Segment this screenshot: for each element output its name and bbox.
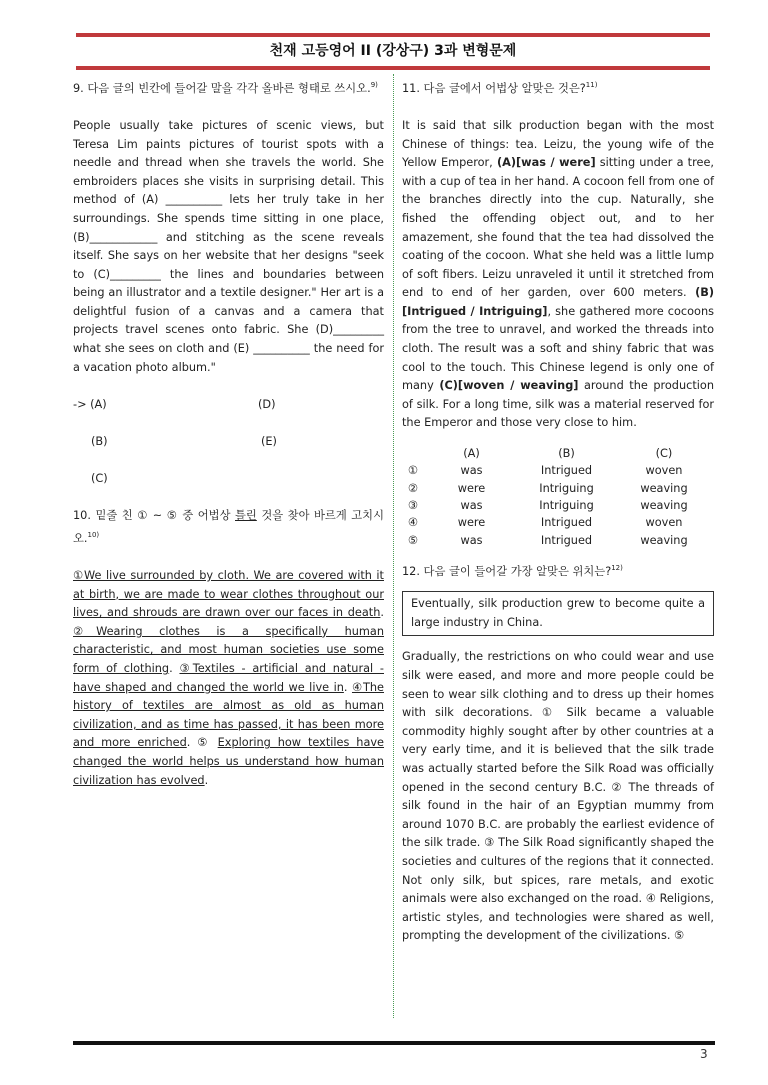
footnote-10: 10) <box>87 531 100 540</box>
question-12-passage: Gradually, the restrictions on who could wear and use silk were eased, and more and more people could be seen to wear silk clothing and to dress up their homes with silk decorations. ① Silk became a valuable commodity highly sought after by other countries at a very early time, and it is believed that the silk trade was actually started before the Silk Road was officially opened in the second century B.C. ② The threads of silk found in the hair of an Egyptian mummy from around 1070 B.C. are probably the earliest evidence of the silk trade. ③ The Silk Road significantly shaped the societies and cultures of the regions that it connected. Not only silk, but spices, rare metals, and exotic animals were also exchanged on the road. ④ Religions, artistic styles, and technologies were shared as well, prompting the development of the civilizations. ⑤ <box>402 650 714 943</box>
page-number: 3 <box>700 1047 708 1061</box>
header-bottom-rule <box>76 66 710 70</box>
sentence-4: ④The history of textiles are almost as old as human civilization, and as time has passed, it has been more and more enriched <box>73 680 384 750</box>
sentence-3: ③Textiles - artificial and natural - have shaped and changed the world we live in <box>73 661 384 694</box>
sentence-1: ①We live surrounded by cloth. We are covered with it at birth, we are made to wear clothes throughout our lives, and shrouds are drawn over our faces in death <box>73 568 384 620</box>
header-b: (B) <box>558 447 575 461</box>
left-column <box>73 76 384 790</box>
question-10-passage: ①We live surrounded by cloth. We are covered with it at birth, we are made to wear clothes throughout our lives, and shrouds are drawn over our faces in death. ②Wearing clothes is a specifically human characteristic, and most human societies use some form of clothing. ③Textiles - artificial and natural - have shaped and changed the world we live in. ④The history of textiles are almost as old as human civilization, and as time has passed, it has been more and more enriched. ⑤ Exploring how textiles have changed the world helps us understand how human civilization has evolved. <box>73 568 385 787</box>
page-title: 천재 고등영어 II (강상구) 3과 변형문제 <box>269 43 517 59</box>
answer-e-label: (E) <box>261 435 277 449</box>
answer-row-b-e <box>73 433 384 452</box>
answer-row-a-d <box>73 396 384 415</box>
answer-a-label: -> (A) <box>73 397 107 411</box>
blank-c: (C)[woven / weaving] <box>439 379 579 393</box>
question-9-prompt: 9. 다음 글의 빈칸에 들어갈 말을 각각 올바른 형태로 쓰시오.$^{9)}$ <box>73 81 378 95</box>
answer-choices-table <box>402 445 714 549</box>
answer-d-label: (D) <box>258 397 276 411</box>
blank-b: (B)[Intrigued / Intriguing] <box>402 286 714 318</box>
column-divider <box>393 74 394 1018</box>
header-a: (A) <box>463 447 480 461</box>
sentence-5: Exploring how textiles have changed the world helps us understand how human civilization has evolved <box>73 736 385 787</box>
question-9-passage: People usually take pictures of scenic views, but Teresa Lim paints pictures of tourist spots with a needle and thread when she travels the world. She embroiders places she visits in surprising detail. This method of (A) __________ lets her truly take in her surroundings. She spends time sitting in one place, (B)____________ and stitching as the scene reveals itself. She says on her website that her designs "seek to (C)_________ the lines and boundaries between being an illustrator and a textile designer." Her art is a delightful fusion of a canvas and a camera that projects travel scenes onto fabric. She (D)_________ what she sees on cloth and (E) __________ the need for a vacation photo album." <box>73 118 384 374</box>
question-11-prompt: 11. 다음 글에서 어법상 알맞은 것은?$^{11)}$ <box>402 81 598 95</box>
sentence-2: ②Wearing clothes is a specifically human characteristic, and most human societies use some form of clothing <box>73 624 384 675</box>
answer-b-label: (B) <box>91 435 108 449</box>
choice-row: ③ was Intriguing weaving <box>407 498 688 512</box>
header-top-rule <box>76 33 710 37</box>
choices-header-row <box>402 445 714 462</box>
right-column <box>402 76 714 946</box>
choice-row: ② were Intriguing weaving <box>407 481 688 495</box>
question-11-passage: It is said that silk production began with the most Chinese of things: tea. Leizu, the young wife of the Yellow Emperor, (A)[was / were] sitting under a tree, with a cup of tea in her hand. A cocoon fell from one of the branches directly into the cup. Naturally, she fished the offending object out, and to her amazement, she found that the tea had dissolved the coating of the cocoon. What she held was a little lump of soft fibers. Leizu unraveled it until it stretched from end to end of her garden, over 600 meters. (B)[Intrigued / Intriguing], she gathered more cocoons from the tree to unravel, and worked the threads into cloth. The result was a soft and shiny fabric that was cool to the touch. This Chinese legend is only one of many (C)[woven / weaving] around the production of silk. For a long time, silk was a material reserved for the Emperor and those very close to him. <box>402 118 714 430</box>
answer-row-c <box>73 470 384 489</box>
blank-a: (A)[was / were] <box>496 156 596 170</box>
footnote-12: 12) <box>611 563 623 572</box>
choice-row: ⑤ was Intrigued weaving <box>407 533 688 547</box>
answer-c-label: (C) <box>91 472 108 486</box>
insert-sentence-box <box>402 591 714 636</box>
header-c: (C) <box>655 447 673 461</box>
footer-rule <box>73 1041 715 1045</box>
choice-row: ① was Intrigued woven <box>407 464 683 478</box>
choice-row: ④ were Intrigued woven <box>407 516 683 530</box>
footnote-11: 11) <box>585 81 598 89</box>
insert-sentence: Eventually, silk production grew to become quite a large industry in China. <box>411 597 705 629</box>
footnote-9: 9) <box>370 81 378 89</box>
question-12-prompt: 12. 다음 글이 들어갈 가장 알맞은 위치는?$^{12)}$ <box>402 563 623 578</box>
question-10-prompt: 10. 밑줄 친 ① ~ ⑤ 중 어법상 틀린 것을 찾아 바르게 고치시오.$^{10)}$ <box>73 509 384 545</box>
